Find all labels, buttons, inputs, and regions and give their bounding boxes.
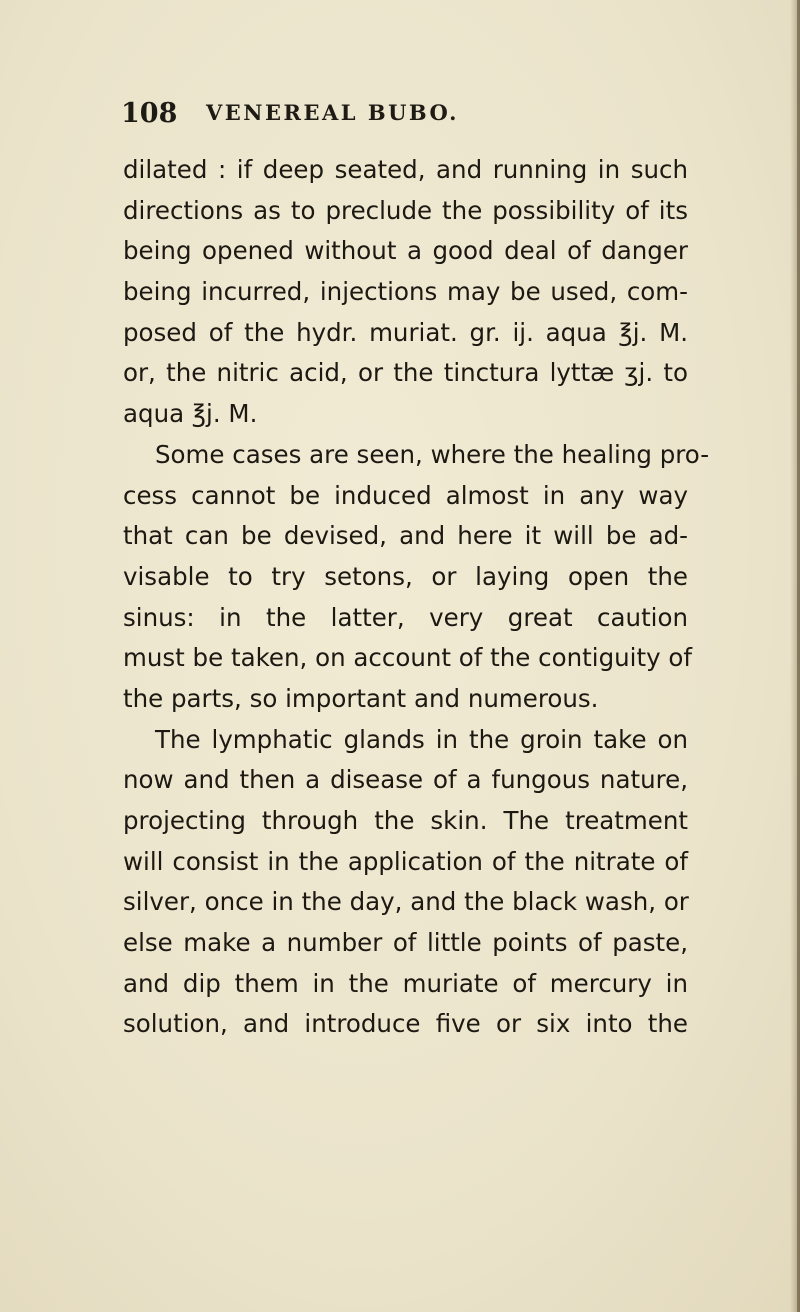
page-number: 108 bbox=[121, 98, 178, 129]
text-line: will consist in the application of the nitrate of bbox=[123, 846, 688, 876]
text-line: dilated : if deep seated, and running in such bbox=[123, 155, 688, 184]
text-line: being opened without a good deal of danger bbox=[123, 236, 688, 266]
body-text bbox=[123, 150, 710, 1045]
text-line: posed of the hydr. muriat. gr. ij. aqua ℥j. M. bbox=[123, 317, 688, 347]
text-line: cess cannot be induced almost in any way bbox=[123, 480, 688, 510]
text-line: directions as to preclude the possibility of its bbox=[123, 195, 688, 225]
text-line: and dip them in the muriate of mercury in bbox=[123, 968, 688, 998]
text-line: or, the nitric acid, or the tinctura lyttæ ʒj. to bbox=[123, 358, 688, 388]
text-line: the parts, so important and numerous. bbox=[123, 683, 599, 713]
page-header bbox=[121, 98, 681, 142]
text-line: must be taken, on account of the contiguity of bbox=[123, 643, 692, 673]
text-line: visable to try setons, or laying open the bbox=[123, 561, 688, 591]
text-line: now and then a disease of a fungous nature, bbox=[123, 765, 688, 795]
running-head: VENEREAL BUBO. bbox=[206, 100, 459, 125]
text-line: being incurred, injections may be used, com- bbox=[123, 277, 688, 307]
text-line: aqua ℥j. M. bbox=[123, 399, 258, 429]
text-line: solution, and introduce five or six into the bbox=[123, 1009, 688, 1039]
text-line: sinus: in the latter, very great caution bbox=[123, 602, 688, 632]
paragraph-start-line: The lymphatic glands in the groin take on bbox=[155, 724, 688, 754]
text-line: projecting through the skin. The treatment bbox=[123, 806, 688, 835]
text-line: silver, once in the day, and the black wash, or bbox=[123, 887, 689, 917]
paragraph-start-line: Some cases are seen, where the healing pro- bbox=[155, 439, 710, 469]
text-line: that can be devised, and here it will be ad- bbox=[123, 521, 688, 551]
text-line: else make a number of little points of paste, bbox=[123, 928, 688, 958]
